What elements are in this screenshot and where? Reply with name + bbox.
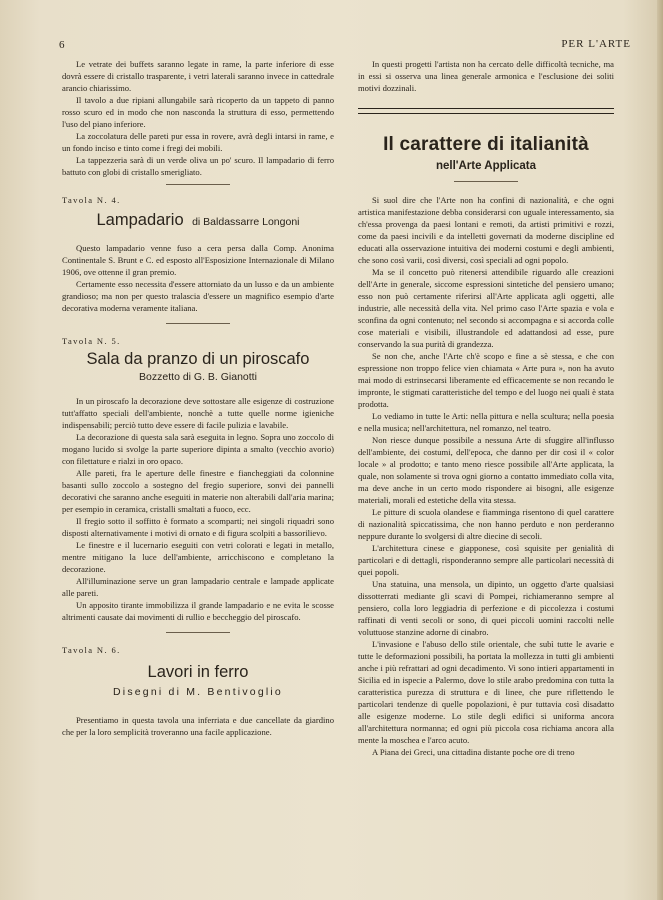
tavola-6-title: Lavori in ferro <box>147 663 249 681</box>
tavola-6-paragraph: Presentiamo in questa tavola una inferriata e due cancellate da giardino che per la loro semplicità troveranno una facile applicazione. <box>62 715 334 737</box>
article-paragraph: Non riesce dunque possibile a nessuna Arte di sfuggire all'influsso dell'ambiente, dei costumi, dell'epoca, che danno per dir così il « color locale » al prodotto; e tanto meno riesce possibile all'Arte applicata, la quale, non solamente si trova ogni giorno a contatto immediato colla vita, ma deve anche in un certo modo rispondere ai bisogni, alle esigenze materiali, morali ed estetiche della vita stessa. <box>358 435 614 505</box>
running-title: PER L'ARTE <box>561 38 631 50</box>
tavola-5-paragraph: Le finestre e il lucernario eseguiti con vetri colorati e legati in metallo, mentre mitigano la luce dell'ambiente, arricchiscono e completano la decorazione. <box>62 540 334 574</box>
tavola-5-label: Tavola N. 5. <box>62 336 121 346</box>
tavola-6-label: Tavola N. 6. <box>62 645 121 655</box>
tavola-4-title-sub: di Baldassarre Longoni <box>192 216 300 228</box>
intro-paragraph: Il tavolo a due ripiani allungabile sarà ricoperto da un tappeto di panno rosso scuro ed in modo che non nasconda la struttura di esso, permettendo l'uso del piano inferiore. <box>62 95 334 129</box>
tavola-4-paragraph: Questo lampadario venne fuso a cera persa dalla Comp. Anonima Continentale S. Brunt e C. ed esposto all'Esposizione Internazionale di Milano 1906, ove ottenne il gran premio. <box>62 243 334 277</box>
section-divider <box>166 632 230 633</box>
section-divider <box>166 323 230 324</box>
page-edge <box>657 0 663 900</box>
article-divider <box>454 181 518 182</box>
article-paragraph: Le pitture di scuola olandese e fiamminga risentono di quel carattere di nazionalità spiccatissima, che non hanno perduto e non perderanno neppure durante lo svolgersi di altre diecine di secoli. <box>358 507 614 541</box>
article-paragraph: Ma se il concetto può ritenersi attendibile riguardo alle creazioni dell'Arte in generale, siccome espressioni sintetiche del pensiero umano; esso non può certamente riferirsi all'Arte applicata agli oggetti, alle industrie, alle necessità della vita. Nel primo caso l'Arte spazia e vola e sconfina da ogni contenuto; nel secondo si accompagna e si accorda colle cose materiali e visibili, illustrandole ed adattandosi ad esse, pure conservando la sua purità di grandezza. <box>358 267 614 349</box>
page-number: 6 <box>59 39 65 51</box>
article-double-rule <box>358 108 614 114</box>
intro-paragraph: La tappezzeria sarà di un verde oliva un po' scuro. Il lampadario di ferro battuto con globi di cristallo smerigliato. <box>62 155 334 177</box>
article-paragraph: L'architettura cinese e giapponese, così squisite per genialità di particolari e di dettagli, risponderanno sempre alle particolari necessità di quei popoli. <box>358 543 614 577</box>
section-divider <box>166 184 230 185</box>
tavola-4-paragraph: Certamente esso necessita d'essere attorniato da un lusso e da un ambiente grandioso; ma non per questo tralascia d'essere un magnifico esempio d'arte decorativa moderna veramente italiana. <box>62 279 334 313</box>
tavola-5-paragraph: Alle pareti, fra le aperture delle finestre e fiancheggiati da colonnine basanti sullo zoccolo a sostegno del fregio superiore, sonvi dei pannelli decorativi che saranno anche eseguiti in materie non alterabili dall'aria marina; per esempio in ceramica, cristalli smaltati a fuoco, ecc. <box>62 468 334 514</box>
article-subtitle: nell'Arte Applicata <box>435 160 537 172</box>
tavola-4-title: Lampadario <box>96 211 184 229</box>
tavola-5-title: Sala da pranzo di un piroscafo <box>86 350 310 368</box>
article-paragraph: Una statuina, una mensola, un dipinto, un oggetto d'arte qualsiasi dissotterrati mediante gli scavi di Pompei, richiameranno sempre al pensiero, colla loro leggiadria di perfezione e di piccolezza i costumi raffinati di venti secoli or sono, di quei piccoli uomini raccolti nelle voluttuose stanzine adorne di cinabro. <box>358 579 614 637</box>
article-paragraph: L'invasione e l'abuso dello stile orientale, che subì tutte le avarie e tutte le deformazioni possibili, ha portata la mollezza in tutti gli ambienti anche i più refrattari ad ogni decadimento. Vi sono intieri appartamenti in Sicilia ed in ispecie a Palermo, dove lo stile arabo predomina con tutta la caratteristica purezza di struttura e di linee, che pure riflettendo le particolari tendenze di quelle popolazioni, è pur tuttavia così disadatto alle esigenze moderne. Lo stile degli edifici si uniforma ancora all'architettura normanna; ed ogni più piccola cosa richiama ancora alla mente la moschea e l'arco acuto. <box>358 639 614 745</box>
tavola-6-subtitle: Disegni di M. Bentivoglio <box>113 686 283 698</box>
intro-paragraph: Le vetrate dei buffets saranno legate in rame, la parte inferiore di esse dovrà essere di cristallo trasparente, i vetri laterali saranno invece in cattedrale arancio chiarissimo. <box>62 59 334 93</box>
intro-paragraph: La zoccolatura delle pareti pur essa in rovere, avrà degli intarsi in rame, e un fondo inciso e tinto come i fregi dei mobili. <box>62 131 334 153</box>
left-column <box>62 58 334 738</box>
tavola-5-paragraph: La decorazione di questa sala sarà eseguita in legno. Sopra uno zoccolo di mogano lucido si svolge la parte superiore dipinta a smalto (vecchio avorio) con filettature e rialzi in oro opaco. <box>62 432 334 466</box>
right-column <box>358 58 614 758</box>
article-title: Il carattere di italianità <box>383 134 589 155</box>
article-paragraph: Si suol dire che l'Arte non ha confini di nazionalità, e che ogni artistica manifestazione debba considerarsi con uguale interessamento, sia ch'essa provenga da paesi lontani e remoti, da artisti primitivi e rozzi, come da paesi incivili e da intelletti governati da moderne discipline ed educati alla osservazione intuitiva dei moderni costumi e degli ambienti, che sono così varii, così diversi, così speciali ad ogni popolo. <box>358 195 614 265</box>
tavola-4-label: Tavola N. 4. <box>62 195 121 205</box>
tavola-5-subtitle: Bozzetto di G. B. Gianotti <box>139 371 257 383</box>
article-paragraph: Lo vediamo in tutte le Arti: nella pittura e nella scultura; nella poesia e nella musica; nell'architettura, nel romanzo, nel teatro. <box>358 411 614 433</box>
tavola-5-paragraph: Il fregio sotto il soffitto è formato a scomparti; nei singoli riquadri sono disposti alternativamente i motivi di ornato e di figura scolpiti a bassorilievo. <box>62 516 334 538</box>
right-intro-paragraph: In questi progetti l'artista non ha cercato delle difficoltà tecniche, ma in essi si osserva una linea generale armonica e l'esclusione dei soliti motivi dozzinali. <box>358 59 614 93</box>
tavola-5-paragraph: In un piroscafo la decorazione deve sottostare alle esigenze di costruzione tutt'affatto speciali dell'ambiente, nonchè a tutte quelle norme igieniche indispensabili; perciò tutto deve essere di facile pulizia e lavabile. <box>62 396 334 430</box>
article-paragraph: A Piana dei Greci, una cittadina distante poche ore di treno <box>372 747 575 757</box>
tavola-5-paragraph: All'illuminazione serve un gran lampadario centrale e lampade applicate alle pareti. <box>62 576 334 598</box>
tavola-5-paragraph: Un apposito tirante immobilizza il grande lampadario e ne evita le scosse altrimenti causate dai movimenti di rullio e beccheggio del piroscafo. <box>62 600 334 622</box>
article-paragraph: Se non che, anche l'Arte ch'è scopo e fine a sè stessa, e che con espressione non troppo felice vien chiamata « Arte pura », non ha avuto mai modo di estrinsecarsi liberamente ed efficacemente se non recando le impronte, le stigmati caratteristiche del tempo e del luogo nei quali è stata prodotta. <box>358 351 614 409</box>
tavola-4-heading <box>62 211 334 230</box>
